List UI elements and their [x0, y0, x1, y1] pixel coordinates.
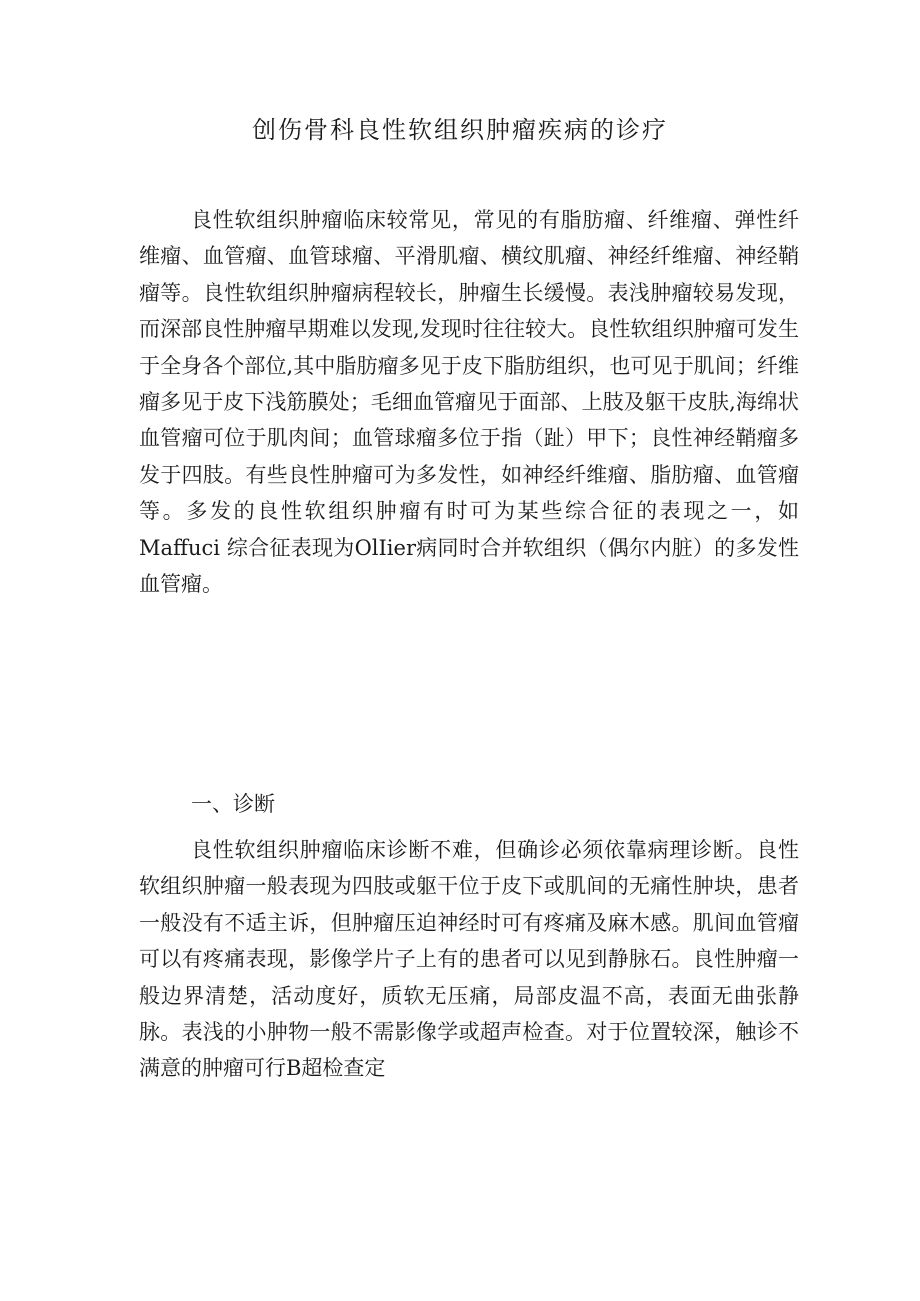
diagnosis-block [139, 832, 799, 1087]
section-heading-block [139, 786, 799, 822]
diagnosis-paragraph: 良性软组织肿瘤临床诊断不难，但确诊必须依靠病理诊断。良性软组织肿瘤一般表现为四肢或躯干位于皮下或肌间的无痛性肿块，患者一般没有不适主诉，但肿瘤压迫神经时可有疼痛及麻木感。肌间血管瘤可以有疼痛表现，影像学片子上有的患者可以见到静脉石。良性肿瘤一般边界清楚，活动度好，质软无压痛，局部皮温不高，表面无曲张静脉。表浅的小肿物一般不需影像学或超声检查。对于位置较深，触诊不满意的肿瘤可行B超检查定 [139, 838, 799, 1081]
intro-paragraph: 良性软组织肿瘤临床较常见，常见的有脂肪瘤、纤维瘤、弹性纤维瘤、血管瘤、血管球瘤、平滑肌瘤、横纹肌瘤、神经纤维瘤、神经鞘瘤等。良性软组织肿瘤病程较长，肿瘤生长缓慢。表浅肿瘤较易发现，而深部良性肿瘤早期难以发现,发现时往往较大。良性软组织肿瘤可发生于全身各个部位,其中脂肪瘤多见于皮下脂肪组织，也可见于肌间；纤维瘤多见于皮下浅筋膜处；毛细血管瘤见于面部、上肢及躯干皮肤,海绵状血管瘤可位于肌肉间；血管球瘤多位于指（趾）甲下；良性神经鞘瘤多发于四肢。有些良性肿瘤可为多发性，如神经纤维瘤、脂肪瘤、血管瘤等。多发的良性软组织肿瘤有时可为某些综合征的表现之一，如Maffuci 综合征表现为OlIier病同时合并软组织（偶尔内脏）的多发性血管瘤。 [139, 208, 799, 597]
section-heading-diagnosis: 一、诊断 [191, 792, 275, 816]
document-title: 创伤骨科良性软组织肿瘤疾病的诊疗 [252, 116, 668, 144]
intro-block [139, 202, 799, 602]
